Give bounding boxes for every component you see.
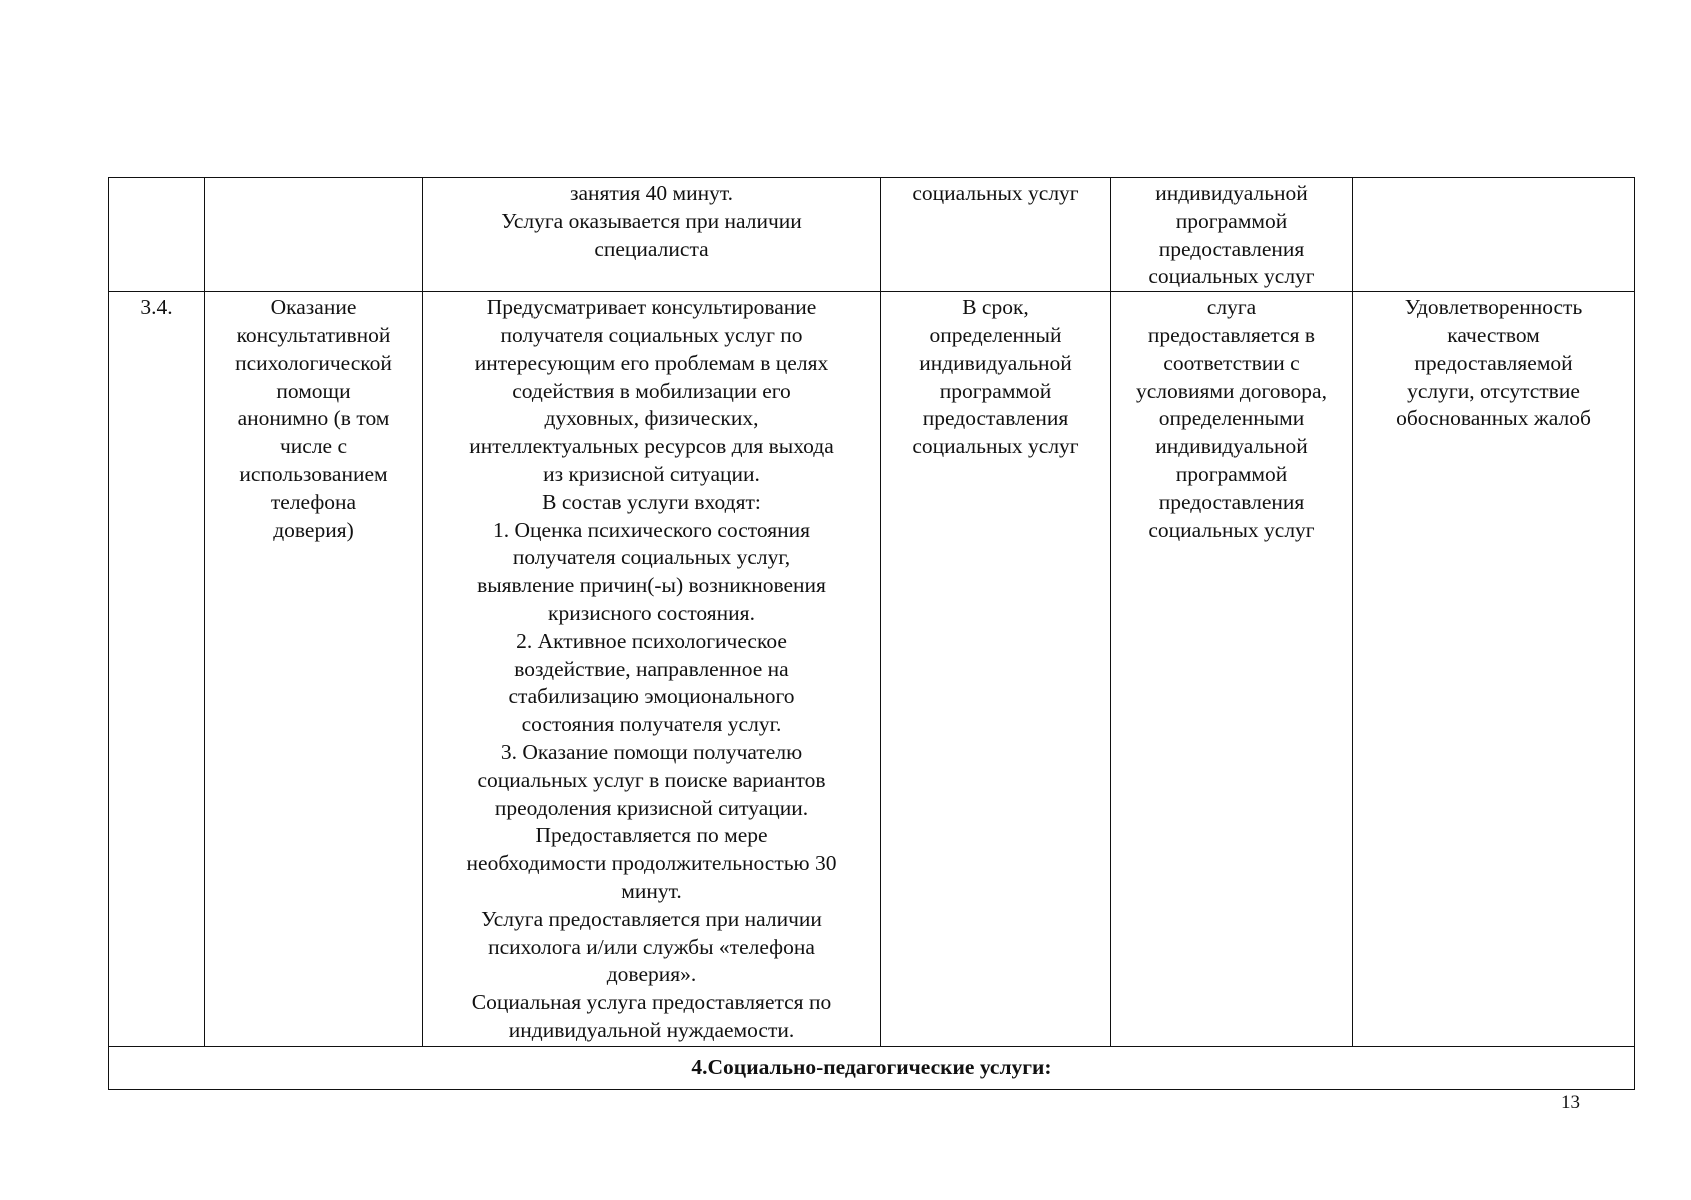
text-line: индивидуальной	[1155, 181, 1308, 205]
cell-service-name	[205, 292, 423, 1047]
table-row-continued	[109, 178, 1635, 292]
text-line: Предусматривает консультирование	[486, 295, 817, 320]
text-line: содействия в мобилизации его	[512, 378, 791, 403]
text-line: помощи	[276, 378, 351, 403]
text-line: Удовлетворенность	[1404, 295, 1583, 320]
text-line: необходимости продолжительностью 30	[466, 851, 837, 876]
text-line: получателя социальных услуг по	[500, 322, 803, 347]
text-line: телефона	[270, 489, 357, 514]
text-line: 3. Оказание помощи получателю	[500, 739, 803, 764]
text-line: преодоления кризисной ситуации.	[494, 795, 809, 820]
text-line: анонимно (в том	[237, 406, 390, 431]
text-line: программой	[1175, 461, 1288, 486]
text-line: предоставляется в	[1147, 322, 1316, 347]
text-line: индивидуальной	[1155, 434, 1308, 459]
text-line: интересующим его проблемам в целях	[474, 350, 829, 375]
text-line: социальных услуг в поиске вариантов	[477, 767, 826, 792]
text-line: духовных, физических,	[544, 406, 759, 431]
cell-quality	[1353, 178, 1635, 292]
text-line: психолога и/или службы «телефона	[488, 934, 815, 959]
cell-procedure	[1111, 292, 1353, 1047]
text-line: кризисного состояния.	[548, 600, 755, 625]
text-line: предоставления	[1158, 489, 1305, 514]
text-line: доверия».	[606, 962, 697, 987]
cell-quality	[1353, 292, 1635, 1047]
text-line: состояния получателя услуг.	[521, 712, 782, 737]
text-line: предоставления	[1158, 236, 1305, 261]
text-line: Услуга предоставляется при наличии	[481, 906, 822, 931]
text-line: 2. Активное психологическое	[516, 628, 787, 653]
text-line: получателя социальных услуг,	[512, 545, 791, 570]
text-line: В срок,	[962, 295, 1029, 320]
text-line: обоснованных жалоб	[1396, 406, 1591, 431]
text-line: В состав услуги входят:	[542, 489, 761, 514]
text-line: Оказание	[270, 295, 357, 320]
page-number: 13	[1561, 1092, 1580, 1113]
text-line: Услуга оказывается при наличии	[501, 208, 802, 233]
text-line: использованием	[239, 461, 388, 486]
text-line: индивидуальной нуждаемости.	[508, 1017, 795, 1042]
section-header-row	[109, 1047, 1635, 1090]
table-row	[109, 292, 1635, 1047]
text-line: интеллектуальных ресурсов для выхода	[469, 434, 834, 459]
text-line: минут.	[621, 878, 682, 903]
text-line: предоставляемой	[1414, 350, 1573, 375]
text-line: социальных услуг	[1148, 517, 1315, 542]
text-line: слуга	[1206, 295, 1257, 320]
text-line: Социальная услуга предоставляется по	[471, 990, 832, 1015]
text-line: соответствии с	[1163, 350, 1300, 375]
cell-timing	[881, 292, 1111, 1047]
section-title: 4.Социально-педагогические услуги:	[109, 1047, 1635, 1090]
text-line: программой	[1175, 208, 1288, 233]
text-line: условиями договора,	[1136, 378, 1327, 403]
text-line: числе с	[279, 434, 348, 459]
text-line: специалиста	[594, 236, 709, 261]
text-line: выявление причин(-ы) возникновения	[477, 573, 826, 598]
cell-number: 3.4.	[109, 292, 205, 1047]
services-table	[108, 177, 1635, 1090]
text-line: Предоставляется по мере	[535, 823, 768, 848]
text-line: индивидуальной	[919, 350, 1072, 375]
cell-number	[109, 178, 205, 292]
text-line: социальных услуг	[912, 434, 1079, 459]
text-line: из кризисной ситуации.	[543, 461, 760, 486]
text-line: качеством	[1447, 322, 1540, 347]
text-line: социальных услуг	[912, 181, 1079, 205]
text-line: программой	[939, 378, 1052, 403]
text-line: предоставления	[922, 406, 1069, 431]
text-line: определенный	[929, 322, 1062, 347]
cell-timing	[881, 178, 1111, 292]
cell-description	[423, 292, 881, 1047]
text-line: доверия)	[273, 517, 354, 542]
text-line: психологической	[235, 350, 392, 375]
text-line: социальных услуг	[1148, 264, 1315, 289]
text-line: стабилизацию эмоционального	[508, 684, 795, 709]
text-line: воздействие, направленное на	[514, 656, 789, 681]
cell-procedure	[1111, 178, 1353, 292]
text-line: услуги, отсутствие	[1407, 378, 1580, 403]
text-line: занятия 40 минут.	[570, 181, 733, 205]
text-line: определенными	[1158, 406, 1305, 431]
text-line: консультативной	[236, 322, 391, 347]
cell-service-name	[205, 178, 423, 292]
cell-description	[423, 178, 881, 292]
text-line: 1. Оценка психического состояния	[493, 517, 810, 542]
